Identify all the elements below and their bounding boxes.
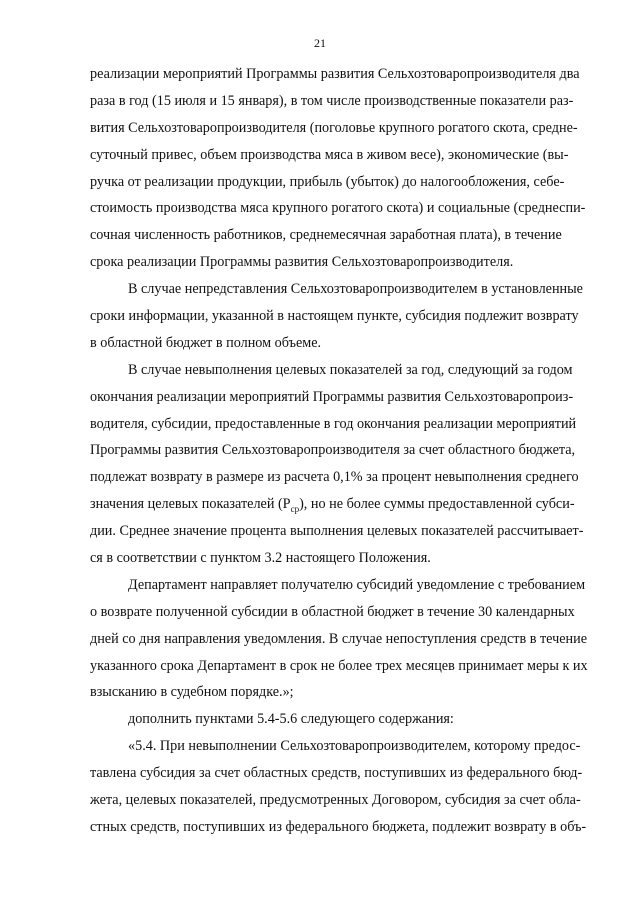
- text-line-content: водителя, субсидии, предоставленные в год окончания реализации мероприятий: [90, 415, 577, 432]
- text-line: [90, 222, 562, 249]
- text-line: [90, 653, 588, 680]
- text-line-content: в областной бюджет в полном объеме.: [90, 334, 322, 351]
- text-line-content: взысканию в судебном порядке.»;: [90, 684, 294, 701]
- text-line: [90, 61, 580, 88]
- text-line: [90, 545, 550, 572]
- text-line: [90, 491, 575, 518]
- text-line-content: дии. Среднее значение процента выполнения целевых показателей рассчитывает-: [90, 523, 584, 540]
- text-line: [90, 249, 550, 276]
- text-line-content: ся в соответствии с пунктом 3.2 настоящего Положения.: [90, 550, 431, 567]
- text-line: [90, 464, 579, 491]
- text-line-content: ручка от реализации продукции, прибыль (убыток) до налогообложения, себе-: [90, 173, 565, 190]
- text-line: [90, 760, 583, 787]
- text-line-continuation: ), но не более суммы предоставленной субси-: [299, 496, 575, 513]
- text-line-content: В случае невыполнения целевых показателей за год, следующий за годом: [128, 361, 573, 378]
- text-line: [90, 411, 577, 438]
- text-line: [90, 572, 586, 599]
- subscript: ср: [290, 504, 300, 515]
- text-line: [90, 303, 579, 330]
- text-line: [90, 384, 574, 411]
- text-line: [90, 437, 576, 464]
- text-line-content: стоимость производства мяса крупного рогатого скота) и социальные (среднеспи-: [90, 200, 586, 217]
- text-line: [90, 88, 574, 115]
- text-line-content: раза в год (15 июля и 15 января), в том числе производственные показатели раз-: [90, 92, 574, 109]
- text-line-content: дней со дня направления уведомления. В случае непоступления средств в течение: [90, 630, 588, 647]
- text-line-content: В случае непредставления Сельхозтоваропроизводителем в установленные: [128, 281, 583, 298]
- text-line-content: «5.4. При невыполнении Сельхозтоваропроизводителем, которому предос-: [128, 738, 581, 755]
- document-body: [90, 61, 588, 841]
- text-line-content: указанного срока Департамент в срок не более трех месяцев принимает меры к их: [90, 657, 588, 674]
- text-line-content: жета, целевых показателей, предусмотренных Договором, субсидия за счет обла-: [90, 792, 581, 809]
- page-number: 21: [314, 36, 326, 50]
- text-line-content: дополнить пунктами 5.4-5.6 следующего содержания:: [128, 711, 454, 728]
- text-line: [90, 518, 584, 545]
- text-line: [90, 599, 575, 626]
- text-line: [90, 276, 583, 303]
- text-line: [90, 733, 581, 760]
- text-line-content: о возврате полученной субсидии в областной бюджет в течение 30 календарных: [90, 603, 575, 620]
- text-line: [90, 142, 569, 169]
- text-line: [90, 115, 578, 142]
- text-line: [90, 706, 550, 733]
- text-line: [90, 195, 586, 222]
- text-line-content: подлежат возврату в размере из расчета 0,1% за процент невыполнения среднего: [90, 469, 579, 486]
- text-line-content: сроки информации, указанной в настоящем пункте, субсидия подлежит возврату: [90, 308, 579, 325]
- text-line-content: стных средств, поступивших из федерального бюджета, подлежит возврату в объ-: [90, 818, 587, 835]
- text-line-content: Департамент направляет получателю субсидий уведомление с требованием: [128, 576, 586, 593]
- text-line: [90, 679, 550, 706]
- text-line-content: срока реализации Программы развития Сельхозтоваропроизводителя.: [90, 254, 514, 271]
- text-line-content: значения целевых показателей (P: [90, 496, 291, 513]
- text-line-content: окончания реализации мероприятий Программы развития Сельхозтоваропроиз-: [90, 388, 574, 405]
- text-line-content: сочная численность работников, среднемесячная заработная плата), в течение: [90, 227, 562, 244]
- text-line: [90, 330, 550, 357]
- text-line: [90, 787, 581, 814]
- text-line-content: суточный привес, объем производства мяса в живом весе), экономические (вы-: [90, 146, 569, 163]
- text-line: [90, 357, 573, 384]
- text-line-content: реализации мероприятий Программы развития Сельхозтоваропроизводителя два: [90, 66, 580, 82]
- text-line: [90, 169, 565, 196]
- text-line: [90, 814, 587, 841]
- text-line-content: Программы развития Сельхозтоваропроизводителя за счет областного бюджета,: [90, 442, 576, 459]
- text-line-content: тавлена субсидия за счет областных средств, поступивших из федерального бюд-: [90, 765, 583, 782]
- text-line: [90, 626, 588, 653]
- text-line-content: вития Сельхозтоваропроизводителя (поголовье крупного рогатого скота, средне-: [90, 119, 578, 136]
